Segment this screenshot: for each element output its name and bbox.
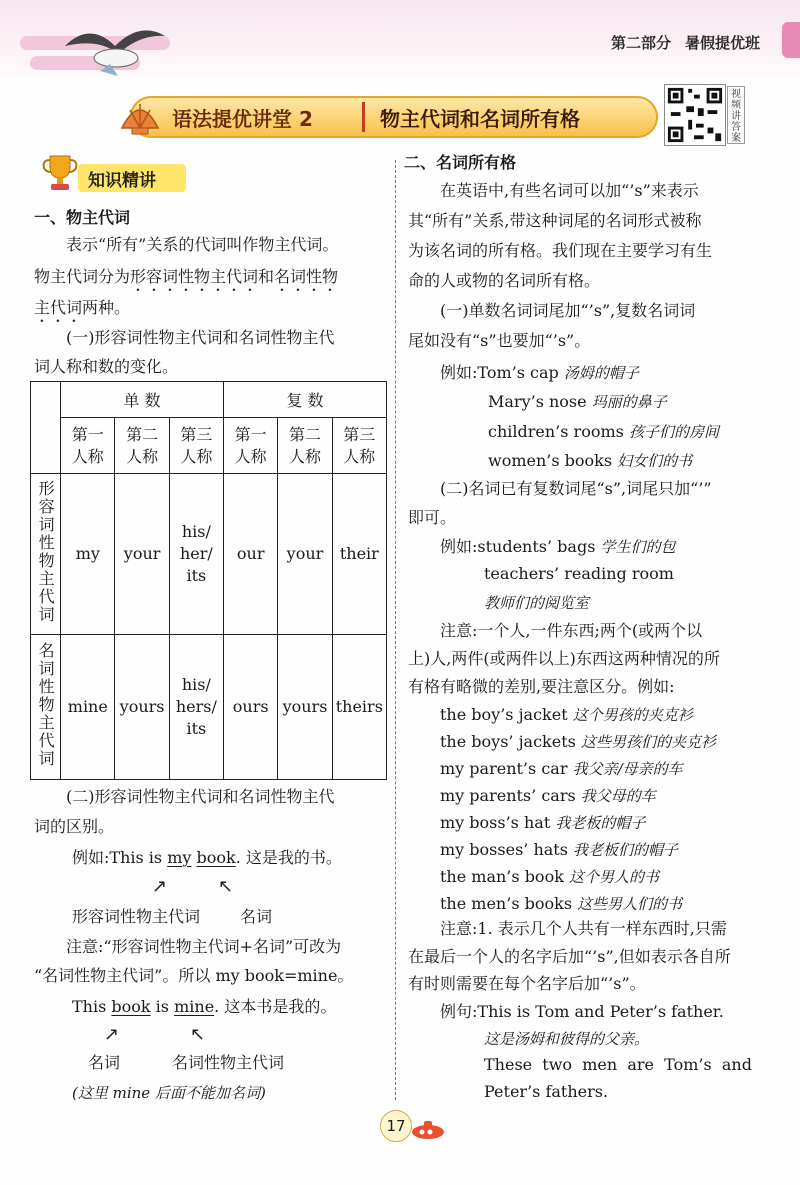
section-1-title: 一、物主代词 (34, 208, 131, 227)
example-zh: 这个男孩的夹克衫 (572, 706, 693, 724)
example-line (488, 391, 667, 413)
paragraph-line: 在英语中,有些名词可以加“’s”来表示 (440, 181, 699, 200)
underlined-word: my (167, 848, 192, 867)
example-line (440, 362, 639, 384)
person-header (115, 418, 169, 474)
example-en: 例如:Tom’s cap (440, 363, 559, 382)
paragraph-line (34, 297, 130, 326)
person-header (224, 418, 278, 474)
paragraph-line: 表示“所有”关系的代词叫作物主代词。 (66, 235, 339, 254)
lesson-title: 语法提优讲堂 2 (172, 107, 313, 131)
example-zh: 这个男人的书 (568, 868, 659, 886)
person-label: 第二人称 (288, 424, 321, 466)
text-span: 两种。 (82, 298, 131, 317)
example-line (440, 812, 645, 834)
table-cell: yours (278, 634, 332, 779)
example-zh: 妇女们的书 (617, 452, 693, 470)
column-divider (395, 160, 396, 1100)
example-line (440, 758, 683, 780)
example-sentence (72, 847, 342, 869)
emphasized-term: 主代词 (34, 298, 83, 317)
person-label: 第一人称 (71, 424, 104, 466)
paragraph-line: 为该名词的所有格。我们现在主要学习有生 (408, 241, 713, 260)
example-en: the men’s books (440, 894, 573, 913)
example-zh: 我父亲/母亲的车 (572, 760, 683, 778)
example-en: my boss’s hat (440, 813, 551, 832)
note-line: 注意:一个人,一件东西;两个(或两个以 (440, 621, 703, 640)
annotation-label: 名词 (88, 1053, 121, 1072)
paragraph-line: (一)单数名词词尾加“’s”,复数名词词 (440, 301, 696, 320)
example-zh: 汤姆的帽子 (563, 364, 639, 382)
example-en: children’s rooms (488, 422, 624, 441)
text-span: is (150, 997, 175, 1016)
qr-code-icon[interactable] (664, 84, 726, 146)
text-span: 例如:This is (72, 848, 168, 867)
note-line: (这里 mine 后面不能加名词) (72, 1084, 266, 1102)
annotation-label: 名词性物主代词 (172, 1053, 285, 1072)
paragraph-line: (一)形容词性物主代词和名词性物主代 (66, 328, 335, 347)
table-cell (169, 634, 223, 779)
note-line: 注意:1. 表示几个人共有一样东西时,只需 (440, 919, 727, 938)
paragraph-line: 词的区别。 (34, 817, 115, 836)
example-en: my parent’s car (440, 759, 568, 778)
section-badge (40, 152, 190, 192)
lesson-topic: 物主代词和名词所有格 (380, 107, 580, 131)
trophy-icon (40, 152, 80, 192)
arrow-up-left-icon: ↖ (190, 1024, 206, 1045)
header-course: 暑假提优班 (684, 34, 760, 52)
row-label-cell (31, 474, 61, 634)
example-line: teachers’ reading room (484, 564, 674, 583)
section-2-title: 二、名词所有格 (404, 153, 517, 172)
example-sentence: These two men are Tom’s and (484, 1055, 752, 1074)
example-line (440, 704, 693, 726)
note-line: 在最后一个人的名字后加“’s”,但如表示各自所 (408, 947, 731, 966)
text-span: 物主代词分为 (34, 267, 131, 286)
arrow-up-right-icon: ↗ (152, 876, 168, 897)
seagull-icon (60, 16, 170, 86)
person-label: 第一人称 (234, 424, 267, 466)
example-line (440, 785, 656, 807)
example-sentence: 例句:This is Tom and Peter’s father. (440, 1002, 724, 1021)
table-cell: their (332, 474, 386, 634)
underlined-word: mine (174, 997, 215, 1016)
note-line: “名词性物主代词”。所以 my book=mine。 (34, 966, 354, 985)
example-zh: 这些男人们的书 (577, 895, 683, 913)
example-zh: 玛丽的鼻子 (591, 393, 667, 411)
table-cell: our (224, 474, 278, 634)
table-cell: theirs (332, 634, 386, 779)
example-sentence: Peter’s fathers. (484, 1082, 609, 1101)
underlined-word: book (111, 997, 151, 1016)
arrow-up-right-icon: ↗ (104, 1024, 120, 1045)
example-en: the man’s book (440, 867, 564, 886)
header-title (597, 32, 760, 53)
text-span: 和 (258, 267, 275, 286)
arrow-up-left-icon: ↖ (218, 876, 234, 897)
example-zh: 这些男孩们的夹克衫 (580, 733, 716, 751)
row-label: 形容词性物主代词 (36, 479, 56, 624)
page-tab (782, 22, 800, 58)
example-line (440, 536, 676, 558)
person-header (169, 418, 223, 474)
example-en: my bosses’ hats (440, 840, 568, 859)
person-header (61, 418, 115, 474)
annotation-label: 名词 (240, 907, 273, 926)
text-span: . 这是我的书。 (235, 848, 342, 867)
example-line (440, 839, 678, 861)
cell-text: his/ her/ its (179, 521, 213, 585)
person-label: 第二人称 (126, 424, 159, 466)
emphasized-term: 形容词性物主代词 (130, 267, 259, 286)
paragraph-line (34, 266, 338, 295)
example-zh: 孩子们的房间 (628, 423, 719, 441)
table-cell: your (115, 474, 169, 634)
plural-header: 复 数 (224, 382, 387, 418)
row-label: 名词性物主代词 (36, 641, 56, 768)
example-en: my parents’ cars (440, 786, 576, 805)
example-zh: 学生们的包 (600, 538, 676, 556)
example-en: women’s books (488, 451, 613, 470)
table-corner (31, 382, 61, 474)
example-line (440, 893, 682, 915)
paragraph-line: 即可。 (408, 508, 457, 527)
table-cell: my (61, 474, 115, 634)
example-zh: 我父母的车 (580, 787, 656, 805)
emphasized-term: 名词性物 (274, 267, 339, 286)
example-zh: 我老板的帽子 (555, 814, 646, 832)
header-part: 第二部分 (610, 34, 671, 52)
qr-caption: 视频讲答案 (727, 86, 745, 144)
title-separator (362, 102, 365, 132)
note-line: 有时则需要在每个名字后加“’s”。 (408, 974, 646, 993)
example-line (440, 731, 716, 753)
example-line (488, 421, 719, 443)
table-cell (169, 474, 223, 634)
example-line (488, 450, 692, 472)
paragraph-line: (二)名词已有复数词尾“s”,词尾只加“’” (440, 479, 712, 498)
page-number: 17 (380, 1110, 412, 1142)
table-cell: ours (224, 634, 278, 779)
pronoun-table (30, 381, 387, 780)
table-cell: yours (115, 634, 169, 779)
example-en: 例如:students’ bags (440, 537, 596, 556)
person-header (278, 418, 332, 474)
paragraph-line: 其“所有”关系,带这种词尾的名词形式被称 (408, 211, 702, 230)
note-line: 有格有略微的差别,要注意区分。例如: (408, 677, 675, 696)
cell-text: his/ hers/ its (175, 674, 217, 738)
note-line: 上)人,两件(或两件以上)东西这两种情况的所 (408, 649, 720, 668)
person-header (332, 418, 386, 474)
example-zh: 我老板们的帽子 (573, 841, 679, 859)
person-label: 第三人称 (180, 424, 213, 466)
paragraph-line: 尾如没有“s”也要加“’s”。 (408, 331, 591, 350)
example-sentence (72, 996, 336, 1018)
table-cell: your (278, 474, 332, 634)
underlined-word: book (196, 848, 236, 867)
example-line (440, 866, 659, 888)
example-translation: 这是汤姆和彼得的父亲。 (484, 1030, 650, 1048)
example-zh: 教师们的阅览室 (484, 594, 590, 612)
example-en: the boy’s jacket (440, 705, 568, 724)
annotation-label: 形容词性物主代词 (72, 907, 201, 926)
paragraph-line: (二)形容词性物主代词和名词性物主代 (66, 787, 335, 806)
example-en: the boys’ jackets (440, 732, 576, 751)
badge-label: 知识精讲 (88, 171, 156, 191)
note-line: 注意:“形容词性物主代词+名词”可改为 (66, 937, 342, 956)
singular-header: 单 数 (61, 382, 224, 418)
table-cell: mine (61, 634, 115, 779)
row-label-cell (31, 634, 61, 779)
paragraph-line: 命的人或物的名词所有格。 (408, 271, 601, 290)
text-span: . 这本书是我的。 (214, 997, 337, 1016)
submarine-icon (410, 1118, 446, 1140)
paragraph-line: 词人称和数的变化。 (34, 357, 179, 376)
person-label: 第三人称 (343, 424, 376, 466)
example-en: Mary’s nose (488, 392, 587, 411)
text-span: This (72, 997, 112, 1016)
shell-icon (118, 98, 162, 136)
